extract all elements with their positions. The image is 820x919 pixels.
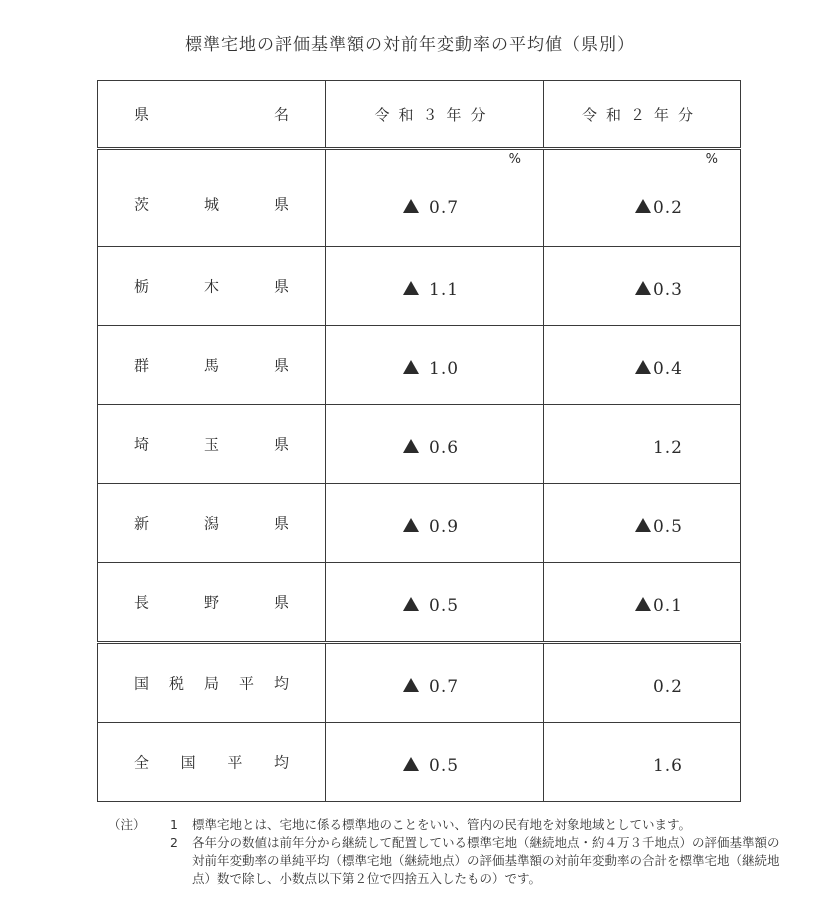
prefecture-name-char: 国 <box>180 753 196 772</box>
negative-triangle-icon <box>403 360 419 374</box>
rate-number: 0.5 <box>429 596 460 616</box>
reiwa2-value-cell <box>544 247 741 326</box>
notes <box>108 816 788 888</box>
table-row <box>98 149 741 247</box>
rate-number: 0.9 <box>429 517 460 537</box>
prefecture-cell <box>98 247 326 326</box>
prefecture-cell <box>98 563 326 643</box>
change-rate-value <box>653 677 683 697</box>
header-prefecture <box>98 81 326 149</box>
prefecture-name-char: 県 <box>273 195 289 214</box>
change-rate-value <box>403 677 459 697</box>
table-row <box>98 326 741 405</box>
reiwa3-value-cell <box>326 643 544 723</box>
rate-number: 0.4 <box>652 359 683 379</box>
rate-number: 1.0 <box>429 359 460 379</box>
reiwa3-value-cell <box>326 149 544 247</box>
note-item <box>108 834 788 888</box>
prefecture-name-char: 国 <box>134 674 150 693</box>
prefecture-name-char: 県 <box>273 277 289 296</box>
reiwa2-value-cell <box>544 643 741 723</box>
change-rate-value <box>635 596 683 616</box>
reiwa3-value-cell <box>326 326 544 405</box>
prefecture-name-char: 局 <box>203 674 219 693</box>
change-rate-value <box>403 359 459 379</box>
change-rate-value <box>403 280 459 300</box>
header-reiwa3: 令和３年分 <box>326 81 544 149</box>
header-reiwa2: 令和２年分 <box>544 81 741 149</box>
table-row <box>98 405 741 484</box>
prefecture-name-char: 県 <box>273 593 289 612</box>
reiwa2-value-cell <box>544 563 741 643</box>
negative-triangle-icon <box>403 439 419 453</box>
prefecture-name-char: 県 <box>273 435 289 454</box>
table-row <box>98 247 741 326</box>
prefecture-name-char: 県 <box>273 514 289 533</box>
prefecture-name-char: 平 <box>238 674 254 693</box>
note-text: 各年分の数値は前年分から継続して配置している標準宅地（継続地点・約４万３千地点）の評価基準額の対前年変動率の単純平均（標準宅地（継続地点）の評価基準額の対前年変動率の合計を標準宅地（継続地点）数で除し、小数点以下第２位で四捨五入したもの）です。 <box>192 835 780 886</box>
prefecture-name-char: 潟 <box>203 514 219 533</box>
change-rate-value <box>403 596 459 616</box>
prefecture-name-char: 均 <box>273 674 289 693</box>
reiwa3-value-cell <box>326 484 544 563</box>
prefecture-cell <box>98 405 326 484</box>
rate-number: 0.3 <box>652 280 683 300</box>
prefecture-name-char: 玉 <box>203 435 219 454</box>
negative-triangle-icon <box>635 518 651 532</box>
table-header-row <box>98 81 741 149</box>
prefecture-name-char: 全 <box>134 753 150 772</box>
rate-number: 0.5 <box>652 517 683 537</box>
change-rate-value <box>403 756 459 776</box>
reiwa3-value-cell <box>326 247 544 326</box>
reiwa3-value-cell <box>326 723 544 802</box>
change-rate-value <box>653 756 683 776</box>
prefecture-cell <box>98 326 326 405</box>
negative-triangle-icon <box>403 518 419 532</box>
negative-triangle-icon <box>635 360 651 374</box>
rate-number: 0.2 <box>652 197 683 218</box>
prefecture-name-char: 新 <box>134 514 150 533</box>
prefecture-name-char: 埼 <box>134 435 150 454</box>
header-pref-char: 名 <box>273 105 289 124</box>
change-rate-value <box>635 517 683 537</box>
change-rate-value <box>403 517 459 537</box>
table-row <box>98 643 741 723</box>
page-title: 標準宅地の評価基準額の対前年変動率の平均値（県別） <box>185 35 635 55</box>
negative-triangle-icon <box>635 281 651 295</box>
reiwa2-value-cell <box>544 484 741 563</box>
reiwa2-value-cell <box>544 723 741 802</box>
table-row <box>98 723 741 802</box>
negative-triangle-icon <box>403 281 419 295</box>
rate-number: 1.1 <box>429 280 460 300</box>
prefecture-cell <box>98 149 326 247</box>
prefecture-name-char: 野 <box>203 593 219 612</box>
change-rate-value <box>635 359 683 379</box>
prefecture-name-char: 群 <box>134 356 150 375</box>
rate-number: 0.6 <box>429 438 460 458</box>
rate-number: 0.5 <box>429 756 460 776</box>
negative-triangle-icon <box>635 597 651 611</box>
rate-number: 0.1 <box>652 596 683 616</box>
change-rate-value <box>403 438 459 458</box>
percent-unit: % <box>508 152 521 167</box>
notes-label: （注） <box>108 817 146 832</box>
table-row <box>98 563 741 643</box>
negative-triangle-icon <box>403 678 419 692</box>
prefecture-name-char: 馬 <box>203 356 219 375</box>
prefecture-cell <box>98 643 326 723</box>
negative-triangle-icon <box>403 757 419 771</box>
note-number: 2 <box>170 835 178 850</box>
prefecture-name-char: 平 <box>227 753 243 772</box>
note-text: 標準宅地とは、宅地に係る標準地のことをいい、管内の民有地を対象地域としています。 <box>192 817 692 832</box>
rate-number: 0.7 <box>429 677 460 697</box>
percent-unit: % <box>705 152 718 167</box>
rate-number: 0.2 <box>652 677 683 697</box>
reiwa2-value-cell <box>544 149 741 247</box>
prefecture-name-char: 均 <box>273 753 289 772</box>
reiwa2-value-cell <box>544 326 741 405</box>
negative-triangle-icon <box>635 199 651 213</box>
change-rate-value <box>635 198 683 218</box>
prefecture-cell <box>98 484 326 563</box>
prefecture-name-char: 長 <box>134 593 150 612</box>
prefecture-name-char: 県 <box>273 356 289 375</box>
rate-number: 0.7 <box>429 197 460 218</box>
prefecture-name-char: 税 <box>168 674 184 693</box>
prefecture-name-char: 城 <box>203 195 219 214</box>
reiwa3-value-cell <box>326 563 544 643</box>
note-item <box>108 816 788 834</box>
rate-number: 1.2 <box>652 438 683 458</box>
negative-triangle-icon <box>403 597 419 611</box>
prefecture-name-char: 木 <box>203 277 219 296</box>
prefecture-name-char: 茨 <box>134 195 150 214</box>
reiwa2-value-cell <box>544 405 741 484</box>
negative-triangle-icon <box>403 199 419 213</box>
note-number: 1 <box>170 817 178 832</box>
header-pref-char: 県 <box>134 105 150 124</box>
change-rate-value <box>653 438 683 458</box>
change-rate-value <box>635 280 683 300</box>
table-row <box>98 484 741 563</box>
land-value-table <box>97 80 741 802</box>
reiwa3-value-cell <box>326 405 544 484</box>
prefecture-name-char: 栃 <box>134 277 150 296</box>
change-rate-value <box>403 198 459 218</box>
rate-number: 1.6 <box>652 756 683 776</box>
prefecture-cell <box>98 723 326 802</box>
